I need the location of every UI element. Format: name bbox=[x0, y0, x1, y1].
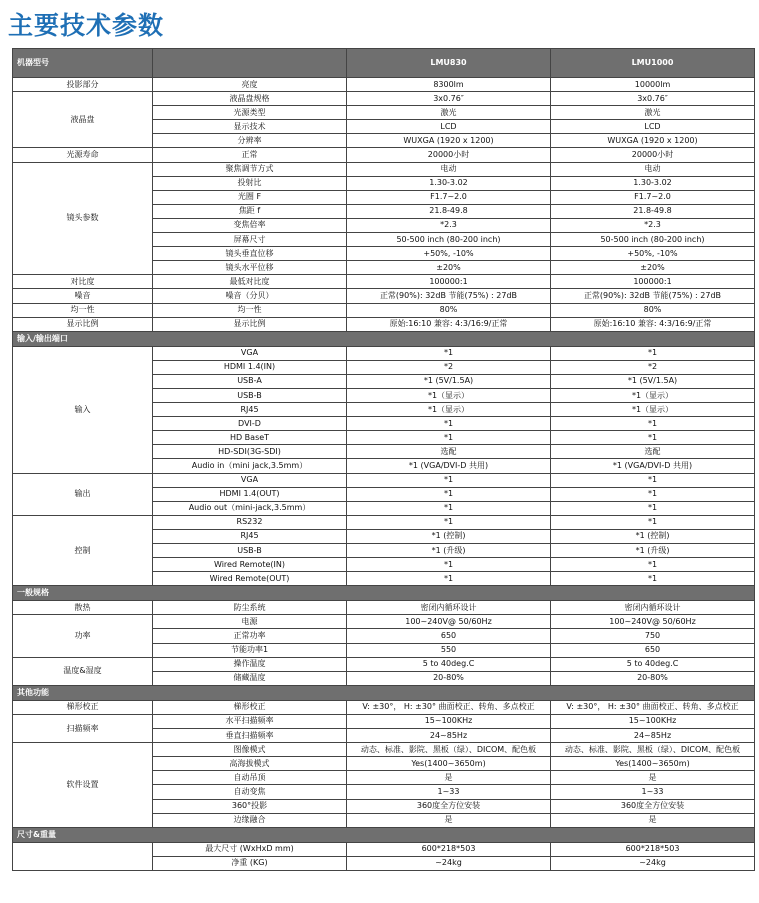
value-lmu1000: 20000小时 bbox=[551, 148, 755, 162]
section-header-row bbox=[13, 331, 755, 346]
param-name: 镜头垂直位移 bbox=[153, 247, 347, 261]
header-model-label: 机器型号 bbox=[13, 49, 153, 78]
table-row bbox=[13, 515, 755, 529]
group-label bbox=[13, 842, 153, 870]
value-lmu1000: *1 bbox=[551, 417, 755, 431]
group-label: 对比度 bbox=[13, 275, 153, 289]
value-lmu830: *1（显示） bbox=[347, 403, 551, 417]
value-lmu830: *1 bbox=[347, 431, 551, 445]
value-lmu830: *1 (控制) bbox=[347, 529, 551, 543]
spec-table-body bbox=[13, 49, 755, 871]
group-label: 液晶盘 bbox=[13, 92, 153, 148]
value-lmu830: 1.30-3.02 bbox=[347, 176, 551, 190]
param-name: RJ45 bbox=[153, 403, 347, 417]
param-name: 显示技术 bbox=[153, 120, 347, 134]
param-name: 操作温度 bbox=[153, 657, 347, 671]
value-lmu1000: 动态、标准、影院、黑板（绿）、DICOM、配色板 bbox=[551, 743, 755, 757]
value-lmu830: 550 bbox=[347, 643, 551, 657]
value-lmu1000: 20-80% bbox=[551, 671, 755, 685]
param-name: USB-A bbox=[153, 374, 347, 388]
value-lmu830: *1 bbox=[347, 346, 551, 360]
value-lmu830: *1 (升级) bbox=[347, 544, 551, 558]
table-row bbox=[13, 842, 755, 856]
section-header-row bbox=[13, 586, 755, 601]
param-name: 防尘系统 bbox=[153, 601, 347, 615]
value-lmu830: 5 to 40deg.C bbox=[347, 657, 551, 671]
value-lmu1000: 3x0.76″ bbox=[551, 92, 755, 106]
group-label: 扫描频率 bbox=[13, 714, 153, 742]
value-lmu830: 21.8-49.8 bbox=[347, 204, 551, 218]
value-lmu1000: 1~33 bbox=[551, 785, 755, 799]
group-label: 投影部分 bbox=[13, 78, 153, 92]
value-lmu830: 3x0.76″ bbox=[347, 92, 551, 106]
value-lmu830: 8300lm bbox=[347, 78, 551, 92]
value-lmu1000: 100000:1 bbox=[551, 275, 755, 289]
param-name: 储藏温度 bbox=[153, 671, 347, 685]
value-lmu830: V: ±30°， H: ±30° 曲面校正、转角、多点校正 bbox=[347, 700, 551, 714]
value-lmu830: 电动 bbox=[347, 162, 551, 176]
table-row bbox=[13, 473, 755, 487]
value-lmu830: 是 bbox=[347, 771, 551, 785]
param-name: 自动变焦 bbox=[153, 785, 347, 799]
value-lmu1000: 650 bbox=[551, 643, 755, 657]
table-row bbox=[13, 657, 755, 671]
section-header-row bbox=[13, 685, 755, 700]
value-lmu1000: *1 (VGA/DVI-D 共用) bbox=[551, 459, 755, 473]
value-lmu830: 100000:1 bbox=[347, 275, 551, 289]
param-name: RJ45 bbox=[153, 529, 347, 543]
param-name: 投射比 bbox=[153, 176, 347, 190]
table-row bbox=[13, 148, 755, 162]
param-name: 显示比例 bbox=[153, 317, 347, 331]
group-label: 散热 bbox=[13, 601, 153, 615]
value-lmu830: 650 bbox=[347, 629, 551, 643]
value-lmu830: WUXGA (1920 x 1200) bbox=[347, 134, 551, 148]
value-lmu830: ~24kg bbox=[347, 856, 551, 870]
value-lmu1000: 是 bbox=[551, 771, 755, 785]
param-name: HD BaseT bbox=[153, 431, 347, 445]
param-name: 聚焦调节方式 bbox=[153, 162, 347, 176]
value-lmu830: 原始:16:10 兼容: 4:3/16:9/正常 bbox=[347, 317, 551, 331]
param-name: DVI-D bbox=[153, 417, 347, 431]
value-lmu830: 100~240V@ 50/60Hz bbox=[347, 615, 551, 629]
value-lmu1000: 1.30-3.02 bbox=[551, 176, 755, 190]
value-lmu1000: ~24kg bbox=[551, 856, 755, 870]
param-name: 焦距 f bbox=[153, 204, 347, 218]
value-lmu830: *1 bbox=[347, 473, 551, 487]
value-lmu1000: LCD bbox=[551, 120, 755, 134]
param-name: 边缘融合 bbox=[153, 813, 347, 827]
value-lmu1000: *1 (升级) bbox=[551, 544, 755, 558]
value-lmu1000: 15~100KHz bbox=[551, 714, 755, 728]
value-lmu830: *1 bbox=[347, 515, 551, 529]
param-name: Wired Remote(OUT) bbox=[153, 572, 347, 586]
param-name: 图像模式 bbox=[153, 743, 347, 757]
value-lmu830: *1 (5V/1.5A) bbox=[347, 374, 551, 388]
param-name: USB-B bbox=[153, 544, 347, 558]
value-lmu1000: WUXGA (1920 x 1200) bbox=[551, 134, 755, 148]
table-row bbox=[13, 601, 755, 615]
param-name: 高海拔模式 bbox=[153, 757, 347, 771]
value-lmu830: LCD bbox=[347, 120, 551, 134]
value-lmu1000: *1 (控制) bbox=[551, 529, 755, 543]
table-row bbox=[13, 78, 755, 92]
table-row bbox=[13, 714, 755, 728]
value-lmu830: *1 (VGA/DVI-D 共用) bbox=[347, 459, 551, 473]
value-lmu1000: 激光 bbox=[551, 106, 755, 120]
param-name: 正常功率 bbox=[153, 629, 347, 643]
value-lmu1000: *1 (5V/1.5A) bbox=[551, 374, 755, 388]
spec-table bbox=[12, 48, 755, 871]
param-name: 净重 (KG) bbox=[153, 856, 347, 870]
value-lmu1000: 360度全方位安装 bbox=[551, 799, 755, 813]
value-lmu830: *1 bbox=[347, 417, 551, 431]
section-title: 输入/输出端口 bbox=[13, 331, 755, 346]
value-lmu1000: 50-500 inch (80-200 inch) bbox=[551, 233, 755, 247]
param-name: HDMI 1.4(IN) bbox=[153, 360, 347, 374]
group-label: 功率 bbox=[13, 615, 153, 657]
value-lmu830: *1 bbox=[347, 487, 551, 501]
group-label: 梯形校正 bbox=[13, 700, 153, 714]
value-lmu830: 正常(90%): 32dB 节能(75%) : 27dB bbox=[347, 289, 551, 303]
value-lmu1000: 600*218*503 bbox=[551, 842, 755, 856]
param-name: 噪音（分贝） bbox=[153, 289, 347, 303]
value-lmu830: F1.7~2.0 bbox=[347, 190, 551, 204]
group-label: 光源寿命 bbox=[13, 148, 153, 162]
param-name: 节能功率1 bbox=[153, 643, 347, 657]
table-row bbox=[13, 615, 755, 629]
value-lmu830: 是 bbox=[347, 813, 551, 827]
param-name: 最大尺寸 (WxHxD mm) bbox=[153, 842, 347, 856]
header-model-b: LMU1000 bbox=[551, 49, 755, 78]
value-lmu1000: 80% bbox=[551, 303, 755, 317]
value-lmu830: 选配 bbox=[347, 445, 551, 459]
value-lmu830: *1 bbox=[347, 558, 551, 572]
table-row bbox=[13, 289, 755, 303]
value-lmu830: +50%, -10% bbox=[347, 247, 551, 261]
section-title: 尺寸&重量 bbox=[13, 827, 755, 842]
param-name: 360°投影 bbox=[153, 799, 347, 813]
value-lmu1000: 21.8-49.8 bbox=[551, 204, 755, 218]
section-title: 一般规格 bbox=[13, 586, 755, 601]
value-lmu830: ±20% bbox=[347, 261, 551, 275]
page-title: 主要技术参数 bbox=[8, 11, 165, 40]
group-label: 输出 bbox=[13, 473, 153, 515]
value-lmu1000: *2 bbox=[551, 360, 755, 374]
section-header-row bbox=[13, 827, 755, 842]
value-lmu830: *1（显示） bbox=[347, 388, 551, 402]
param-name: VGA bbox=[153, 346, 347, 360]
value-lmu1000: 密闭内循环设计 bbox=[551, 601, 755, 615]
value-lmu830: *1 bbox=[347, 501, 551, 515]
param-name: HDMI 1.4(OUT) bbox=[153, 487, 347, 501]
value-lmu830: 24~85Hz bbox=[347, 729, 551, 743]
value-lmu1000: *1（显示） bbox=[551, 403, 755, 417]
param-name: 光源类型 bbox=[153, 106, 347, 120]
value-lmu1000: 5 to 40deg.C bbox=[551, 657, 755, 671]
param-name: 液晶盘规格 bbox=[153, 92, 347, 106]
value-lmu1000: *1 bbox=[551, 346, 755, 360]
param-name: 最低对比度 bbox=[153, 275, 347, 289]
param-name: 分辨率 bbox=[153, 134, 347, 148]
table-row bbox=[13, 92, 755, 106]
value-lmu1000: 10000lm bbox=[551, 78, 755, 92]
table-row bbox=[13, 162, 755, 176]
value-lmu1000: 是 bbox=[551, 813, 755, 827]
value-lmu830: 15~100KHz bbox=[347, 714, 551, 728]
value-lmu1000: ±20% bbox=[551, 261, 755, 275]
param-name: 亮度 bbox=[153, 78, 347, 92]
value-lmu1000: 原始:16:10 兼容: 4:3/16:9/正常 bbox=[551, 317, 755, 331]
value-lmu830: 激光 bbox=[347, 106, 551, 120]
group-label: 显示比例 bbox=[13, 317, 153, 331]
param-name: 电源 bbox=[153, 615, 347, 629]
param-name: 水平扫描频率 bbox=[153, 714, 347, 728]
value-lmu1000: *1 bbox=[551, 473, 755, 487]
group-label: 镜头参数 bbox=[13, 162, 153, 275]
param-name: Audio in（mini jack,3.5mm） bbox=[153, 459, 347, 473]
value-lmu830: 50-500 inch (80-200 inch) bbox=[347, 233, 551, 247]
header-spacer bbox=[153, 49, 347, 78]
param-name: VGA bbox=[153, 473, 347, 487]
value-lmu1000: V: ±30°， H: ±30° 曲面校正、转角、多点校正 bbox=[551, 700, 755, 714]
value-lmu830: 动态、标准、影院、黑板（绿）、DICOM、配色板 bbox=[347, 743, 551, 757]
value-lmu1000: *1 bbox=[551, 572, 755, 586]
value-lmu830: 600*218*503 bbox=[347, 842, 551, 856]
value-lmu830: 20000小时 bbox=[347, 148, 551, 162]
value-lmu1000: *1（显示） bbox=[551, 388, 755, 402]
value-lmu830: 80% bbox=[347, 303, 551, 317]
param-name: USB-B bbox=[153, 388, 347, 402]
value-lmu1000: *1 bbox=[551, 501, 755, 515]
value-lmu1000: *2.3 bbox=[551, 218, 755, 232]
value-lmu830: *1 bbox=[347, 572, 551, 586]
group-label: 输入 bbox=[13, 346, 153, 473]
value-lmu1000: *1 bbox=[551, 515, 755, 529]
section-title: 其他功能 bbox=[13, 685, 755, 700]
table-row bbox=[13, 700, 755, 714]
group-label: 温度&湿度 bbox=[13, 657, 153, 685]
table-row bbox=[13, 743, 755, 757]
param-name: 光圈 F bbox=[153, 190, 347, 204]
value-lmu1000: *1 bbox=[551, 487, 755, 501]
param-name: RS232 bbox=[153, 515, 347, 529]
value-lmu1000: F1.7~2.0 bbox=[551, 190, 755, 204]
group-label: 均一性 bbox=[13, 303, 153, 317]
param-name: Wired Remote(IN) bbox=[153, 558, 347, 572]
value-lmu830: 360度全方位安装 bbox=[347, 799, 551, 813]
param-name: 镜头水平位移 bbox=[153, 261, 347, 275]
group-label: 噪音 bbox=[13, 289, 153, 303]
param-name: 自动吊顶 bbox=[153, 771, 347, 785]
value-lmu1000: 100~240V@ 50/60Hz bbox=[551, 615, 755, 629]
value-lmu1000: Yes(1400~3650m) bbox=[551, 757, 755, 771]
param-name: 均一性 bbox=[153, 303, 347, 317]
param-name: HD-SDI(3G-SDI) bbox=[153, 445, 347, 459]
value-lmu830: 1~33 bbox=[347, 785, 551, 799]
value-lmu1000: 选配 bbox=[551, 445, 755, 459]
table-header-row bbox=[13, 49, 755, 78]
value-lmu830: 密闭内循环设计 bbox=[347, 601, 551, 615]
value-lmu1000: *1 bbox=[551, 431, 755, 445]
group-label: 软件设置 bbox=[13, 743, 153, 828]
value-lmu1000: 电动 bbox=[551, 162, 755, 176]
param-name: 变焦倍率 bbox=[153, 218, 347, 232]
table-row bbox=[13, 317, 755, 331]
value-lmu830: 20-80% bbox=[347, 671, 551, 685]
param-name: 垂直扫描频率 bbox=[153, 729, 347, 743]
value-lmu1000: +50%, -10% bbox=[551, 247, 755, 261]
group-label: 控制 bbox=[13, 515, 153, 585]
table-row bbox=[13, 303, 755, 317]
param-name: 屏幕尺寸 bbox=[153, 233, 347, 247]
value-lmu1000: 24~85Hz bbox=[551, 729, 755, 743]
value-lmu1000: 正常(90%): 32dB 节能(75%) : 27dB bbox=[551, 289, 755, 303]
param-name: 梯形校正 bbox=[153, 700, 347, 714]
value-lmu1000: 750 bbox=[551, 629, 755, 643]
value-lmu830: *2.3 bbox=[347, 218, 551, 232]
table-row bbox=[13, 275, 755, 289]
value-lmu1000: *1 bbox=[551, 558, 755, 572]
param-name: Audio out（mini-jack,3.5mm） bbox=[153, 501, 347, 515]
header-model-a: LMU830 bbox=[347, 49, 551, 78]
value-lmu830: Yes(1400~3650m) bbox=[347, 757, 551, 771]
value-lmu830: *2 bbox=[347, 360, 551, 374]
table-row bbox=[13, 346, 755, 360]
param-name: 正常 bbox=[153, 148, 347, 162]
